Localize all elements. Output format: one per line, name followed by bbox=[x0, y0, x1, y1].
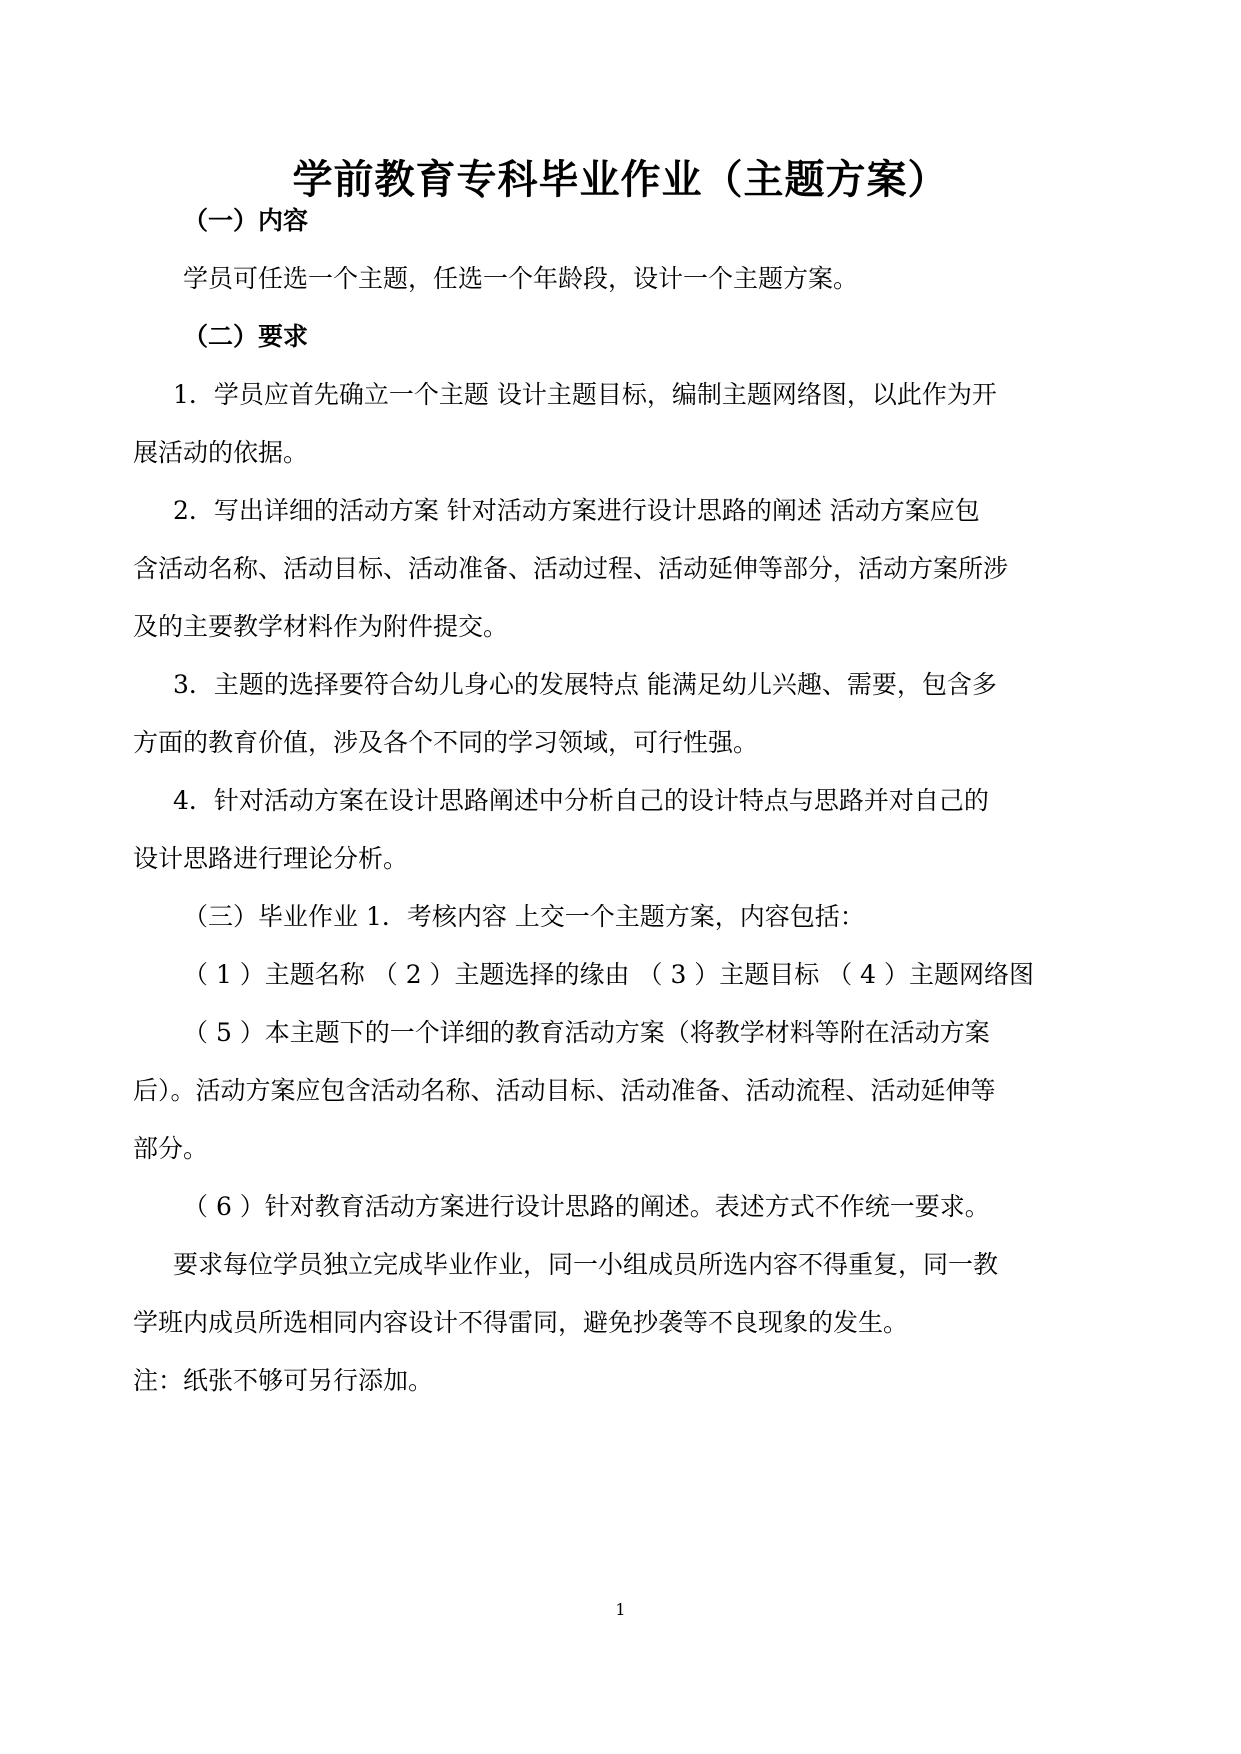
requirement-3-line-1: 3．主题的选择要符合幼儿身心的发展特点 能满足幼儿兴趣、需要，包含多 bbox=[173, 670, 997, 699]
requirement-2-line-3: 及的主要教学材料作为附件提交。 bbox=[133, 612, 509, 641]
content-item-6: （ 6 ）针对教育活动方案进行设计思路的阐述。表述方式不作统一要求。 bbox=[183, 1192, 990, 1221]
closing-paragraph-line-1: 要求每位学员独立完成毕业作业，同一小组成员所选内容不得重复，同一教 bbox=[173, 1250, 999, 1279]
requirement-2-line-2: 含活动名称、活动目标、活动准备、活动过程、活动延伸等部分，活动方案所涉 bbox=[133, 554, 1009, 583]
section-heading-requirements: （二）要求 bbox=[183, 322, 309, 351]
requirement-2-line-1: 2．写出详细的活动方案 针对活动方案进行设计思路的阐述 活动方案应包 bbox=[173, 496, 980, 525]
closing-paragraph-line-2: 学班内成员所选相同内容设计不得雷同，避免抄袭等不良现象的发生。 bbox=[133, 1308, 909, 1337]
section-content-text: 学员可任选一个主题，任选一个年龄段，设计一个主题方案。 bbox=[183, 264, 859, 293]
requirement-4-line-1: 4．针对活动方案在设计思路阐述中分析自己的设计特点与思路并对自己的 bbox=[173, 786, 989, 815]
requirement-1-line-1: 1．学员应首先确立一个主题 设计主题目标，编制主题网络图，以此作为开 bbox=[173, 380, 997, 409]
requirement-1-line-2: 展活动的依据。 bbox=[133, 438, 309, 467]
section-graduation-assignment: （三）毕业作业 1．考核内容 上交一个主题方案，内容包括： bbox=[183, 902, 865, 931]
section-heading-content: （一）内容 bbox=[183, 206, 309, 235]
requirement-3-line-2: 方面的教育价值，涉及各个不同的学习领域，可行性强。 bbox=[133, 728, 759, 757]
note-text: 注：纸张不够可另行添加。 bbox=[133, 1366, 434, 1395]
document-title: 学前教育专科毕业作业（主题方案） bbox=[292, 157, 949, 203]
content-item-5-line-3: 部分。 bbox=[133, 1134, 209, 1163]
requirement-4-line-2: 设计思路进行理论分析。 bbox=[133, 844, 409, 873]
page-number: 1 bbox=[615, 1600, 626, 1619]
content-item-5-line-1: （ 5 ）本主题下的一个详细的教育活动方案（将教学材料等附在活动方案 bbox=[183, 1018, 990, 1047]
content-items-1-4: （ 1 ）主题名称 （ 2 ）主题选择的缘由 （ 3 ）主题目标 （ 4 ）主题网络图 bbox=[183, 960, 1035, 989]
content-item-5-line-2: 后）。活动方案应包含活动名称、活动目标、活动准备、活动流程、活动延伸等 bbox=[133, 1076, 996, 1105]
